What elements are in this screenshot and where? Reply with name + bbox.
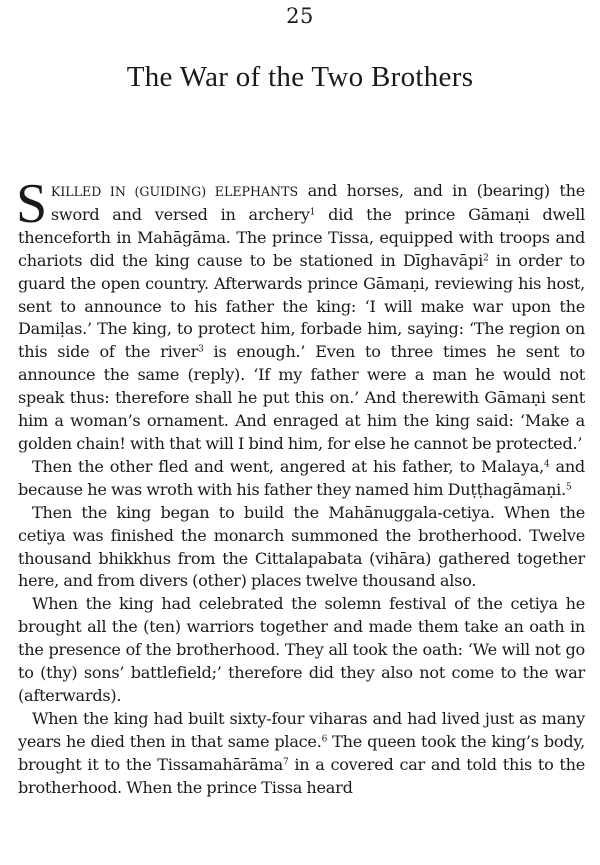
footnote-ref[interactable]: 7 (283, 757, 289, 768)
footnote-ref[interactable]: 3 (198, 344, 204, 355)
body-text (16, 173, 586, 799)
chapter-number: 25 (286, 4, 314, 28)
footnote-ref[interactable]: 5 (565, 482, 572, 493)
paragraph-text: in a covered car and told this to the brotherhood. When the prince Tissa heard (18, 754, 585, 797)
chapter-title: The War of the Two Brothers (126, 61, 474, 93)
paragraph-text: The queen took the king’s body, brought it to the Tissamahārāma (18, 731, 585, 774)
paragraph-text: and because he was wroth with his father they named him Duṭṭhagāmaṇi. (18, 456, 585, 499)
drop-cap: S (16, 173, 47, 235)
paragraph (16, 173, 586, 456)
footnote-ref[interactable]: 6 (321, 734, 328, 745)
lead-in-small-caps: KILLED IN (GUIDING) ELEPHANTS (50, 184, 299, 199)
paragraph-text: did the prince Gāmaṇi dwell thenceforth in Mahāgāma. The prince Tissa, equipped with troops and chariots did the king cause to be stationed in Dīghavāpi (18, 204, 586, 270)
paragraph-text: When the king had built sixty-four viharas and had lived just as many years he died then in that same place. (18, 708, 585, 751)
paragraph-text: in order to guard the open country. Afterwards prince Gāmaṇi, reviewing his host, sent to announce to his father the king: ‘I will make war upon the Damiḷas.’ The king, to protect him, forbade him, saying: ‘The region on this side of the river (18, 250, 585, 362)
paragraph: Then the king began to build the Mahānuggala-cetiya. When the cetiya was finished the monarch summoned the brotherhood. Twelve thousand bhikkhus from the Cittalapabata (vihāra) gathered together here, and from divers (other) places twelve thousand also. (18, 502, 585, 591)
paragraph-text: Then the other fled and went, angered at his father, to Malaya, (32, 456, 544, 476)
footnote-ref[interactable]: 1 (309, 207, 316, 218)
footnote-ref[interactable]: 2 (483, 253, 489, 264)
paragraph-text: and horses, and in (bearing) the sword and versed in archery (50, 181, 585, 224)
paragraph (18, 708, 585, 800)
paragraph-text: is enough.’ Even to three times he sent to announce the same (reply). ‘If my father were a man he would not speak thus: therefore shall he put this on.’ And therewith Gāmaṇi sent him a woman’s ornament. And enraged at him the king said: ‘Make a golden chain! with that will I bind him, for else he cannot be protected.’ (18, 342, 585, 453)
paragraph (18, 456, 585, 502)
footnote-ref[interactable]: 4 (543, 459, 550, 470)
paragraph: When the king had celebrated the solemn festival of the cetiya he brought all the (ten) warriors together and made them take an oath in the presence of the brotherhood. They all took the oath: ‘We will not go to (thy) sons’ battlefield;’ therefore did they also not come to the war (afterwards). (18, 594, 585, 705)
